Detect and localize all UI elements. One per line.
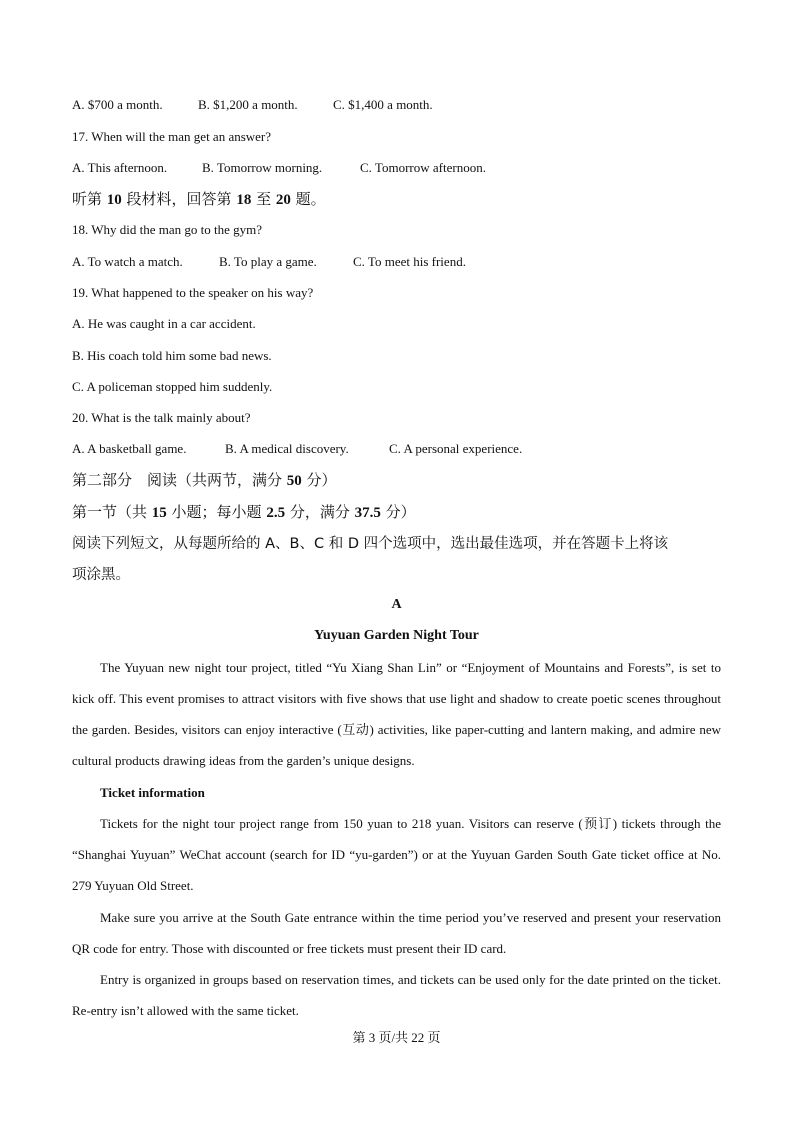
heading-number: 15 (151, 505, 167, 521)
heading-text: 小题；每小题 (166, 503, 267, 521)
q20-option-c: C. A personal experience. (389, 441, 523, 456)
passage-paragraph-3 (72, 902, 721, 964)
reading-instruction-line-1: 阅读下列短文，从每题所给的 A、B、C 和 D 四个选项中，选出最佳选项，并在答题卡上将该 (72, 536, 669, 552)
q17-option-b: B. Tomorrow morning. (202, 160, 323, 175)
q18-option-a: A. To watch a match. (72, 254, 183, 269)
paragraph-text: Tickets for the night tour project range from 150 yuan to 218 yuan. Visitors can reserve (预订) tickets through the “Shanghai Yuyuan” WeChat account (search for ID “yu-garden”) or at the Yuyuan Garden South Gate ticket office at No. 279 Yuyuan Old Street. (72, 816, 721, 893)
q17-option-c: C. Tomorrow afternoon. (360, 160, 486, 175)
q16-options (72, 96, 433, 114)
q19-question: 19. What happened to the speaker on his way? (72, 285, 314, 300)
q19-option-a: A. He was caught in a car accident. (72, 316, 256, 331)
passage-title: Yuyuan Garden Night Tour (314, 628, 479, 643)
q18-option-c: C. To meet his friend. (353, 254, 466, 269)
q20-option-b: B. A medical discovery. (225, 441, 349, 456)
heading-text: 分，满分 (285, 503, 355, 521)
heading-text: 第二部分 阅读（共两节，满分 (72, 471, 287, 489)
q16-option-c: C. $1,400 a month. (333, 97, 433, 112)
listening-section-10-heading (72, 189, 326, 210)
heading-number: 10 (106, 192, 122, 208)
paragraph-text: Entry is organized in groups based on reservation times, and tickets can be used only for the date printed on the ticket. Re-entry isn’t allowed with the same ticket. (72, 972, 721, 1018)
q17-question: 17. When will the man get an answer? (72, 129, 272, 144)
heading-number: 50 (286, 473, 302, 489)
paragraph-text: Make sure you arrive at the South Gate entrance within the time period you’ve reserved and present your reservation QR code for entry. Those with discounted or free tickets must present their ID card. (72, 910, 721, 956)
q16-option-b: B. $1,200 a month. (198, 97, 298, 112)
q19-option-c: C. A policeman stopped him suddenly. (72, 379, 273, 394)
heading-text: 听第 (72, 190, 107, 208)
q18-option-b: B. To play a game. (219, 254, 317, 269)
page-footer: 第 3 页/共 22 页 (352, 1030, 441, 1045)
q20-options (72, 440, 522, 458)
q20-option-a: A. A basketball game. (72, 441, 187, 456)
reading-part-heading (72, 470, 337, 491)
heading-number: 2.5 (266, 505, 286, 521)
heading-text: 至 (251, 190, 276, 208)
heading-text: 分） (380, 503, 416, 521)
paragraph-text: The Yuyuan new night tour project, titled “Yu Xiang Shan Lin” or “Enjoyment of Mountains and Forests”, is set to kick off. This event promises to attract visitors with five shows that use light and shadow to create poetic scenes throughout the garden. Besides, visitors can enjoy interactive (互动) activities, like paper-cutting and lantern making, and admire new cultural products drawing ideas from the garden’s unique designs. (72, 660, 721, 768)
passage-paragraph-4 (72, 964, 721, 1026)
heading-number: 20 (275, 192, 291, 208)
q16-option-a: A. $700 a month. (72, 97, 163, 112)
passage-letter: A (391, 597, 402, 612)
passage-paragraph-2 (72, 808, 721, 901)
heading-text: 分） (301, 471, 337, 489)
heading-number: 18 (236, 192, 252, 208)
q17-option-a: A. This afternoon. (72, 160, 168, 175)
passage-paragraph-1 (72, 652, 721, 776)
q19-option-b: B. His coach told him some bad news. (72, 348, 272, 363)
heading-text: 第一节（共 (72, 503, 152, 521)
heading-text: 题。 (290, 190, 326, 208)
reading-section-heading (72, 502, 416, 523)
q18-options (72, 253, 466, 271)
heading-text: 段材料，回答第 (121, 190, 237, 208)
reading-instruction-line-2: 项涂黑。 (72, 567, 130, 583)
q20-question: 20. What is the talk mainly about? (72, 410, 251, 425)
q17-options (72, 159, 486, 177)
heading-number: 37.5 (354, 505, 381, 521)
ticket-info-heading: Ticket information (100, 785, 205, 800)
q18-question: 18. Why did the man go to the gym? (72, 222, 263, 237)
